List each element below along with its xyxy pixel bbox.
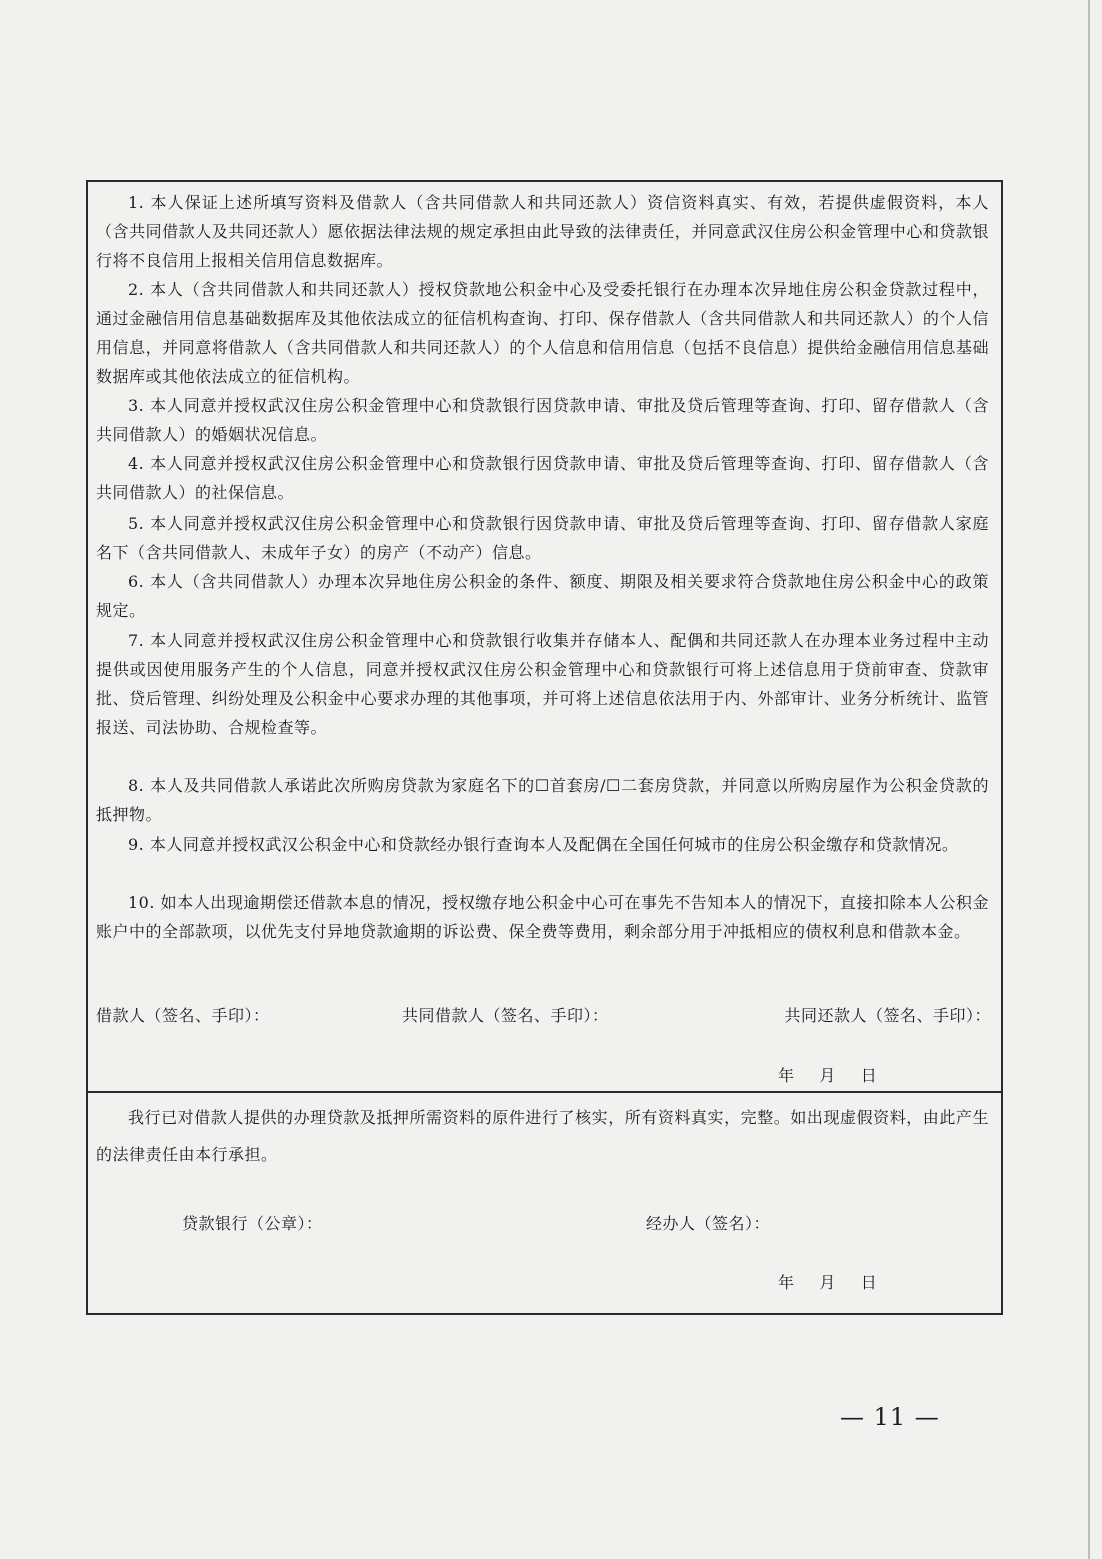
page-edge <box>1088 0 1090 1559</box>
bank-statement: 我行已对借款人提供的办理贷款及抵押所需资料的原件进行了核实，所有资料真实，完整。如出现虚假资料，由此产生的法律责任由本行承担。 <box>96 1108 989 1164</box>
declaration-form <box>86 180 1003 1315</box>
bank-date-line: 年 月 日 <box>778 1273 878 1292</box>
clause-1: 1. 本人保证上述所填写资料及借款人（含共同借款人和共同还款人）资信资料真实、有效，若提供虚假资料，本人（含共同借款人及共同还款人）愿依据法律法规的规定承担由此导致的法律责任，并同意武汉住房公积金管理中心和贷款银行将不良信用上报相关信用信息数据库。 <box>96 193 989 270</box>
co-borrower-signature-label: 共同借款人（签名、手印）： <box>402 1006 609 1025</box>
bank-verification-section <box>88 1093 1001 1313</box>
clause-7: 7. 本人同意并授权武汉住房公积金管理中心和贷款银行收集并存储本人、配偶和共同还款人在办理本业务过程中主动提供或因使用服务产生的个人信息，同意并授权武汉住房公积金管理中心和贷款银行可将上述信息用于贷前审查、贷款审批、贷后管理、纠纷处理及公积金中心要求办理的其他事项，并可将上述信息依法用于内、外部审计、业务分析统计、监管报送、司法协助、合规检查等。 <box>96 631 989 737</box>
borrower-signature-label: 借款人（签名、手印）： <box>96 1006 270 1025</box>
page-number: — 11 — <box>840 1403 940 1431</box>
handler-signature-label: 经办人（签名）： <box>646 1214 771 1233</box>
clause-2: 2. 本人（含共同借款人和共同还款人）授权贷款地公积金中心及受委托银行在办理本次异地住房公积金贷款过程中，通过金融信用信息基础数据库及其他依法成立的征信机构查询、打印、保存借款人（含共同借款人和共同还款人）的个人信用信息，并同意将借款人（含共同借款人和共同还款人）的个人信息和信用信息（包括不良信息）提供给金融信用信息基础数据库或其他依法成立的征信机构。 <box>96 280 989 386</box>
clause-9: 9. 本人同意并授权武汉公积金中心和贷款经办银行查询本人及配偶在全国任何城市的住房公积金缴存和贷款情况。 <box>128 835 959 854</box>
clause-6: 6. 本人（含共同借款人）办理本次异地住房公积金的条件、额度、期限及相关要求符合贷款地住房公积金中心的政策规定。 <box>96 572 989 620</box>
clause-5: 5. 本人同意并授权武汉住房公积金管理中心和贷款银行因贷款申请、审批及贷后管理等查询、打印、留存借款人家庭名下（含共同借款人、未成年子女）的房产（不动产）信息。 <box>96 514 989 562</box>
clause-8: 8. 本人及共同借款人承诺此次所购房贷款为家庭名下的☐首套房/☐二套房贷款，并同意以所购房屋作为公积金贷款的抵押物。 <box>96 776 989 824</box>
clause-4: 4. 本人同意并授权武汉住房公积金管理中心和贷款银行因贷款申请、审批及贷后管理等查询、打印、留存借款人（含共同借款人）的社保信息。 <box>96 454 989 502</box>
declaration-date-line: 年 月 日 <box>778 1066 878 1085</box>
clause-10: 10. 如本人出现逾期偿还借款本息的情况，授权缴存地公积金中心可在事先不告知本人的情况下，直接扣除本人公积金账户中的全部款项，以优先支付异地贷款逾期的诉讼费、保全费等费用，剩余部分用于冲抵相应的债权利息和借款本金。 <box>96 893 989 941</box>
clause-3: 3. 本人同意并授权武汉住房公积金管理中心和贷款银行因贷款申请、审批及贷后管理等查询、打印、留存借款人（含共同借款人）的婚姻状况信息。 <box>96 396 989 444</box>
bank-seal-label: 贷款银行（公章）： <box>182 1214 323 1233</box>
declaration-section <box>88 182 1001 1091</box>
co-repayer-signature-label: 共同还款人（签名、手印）： <box>784 1006 991 1025</box>
